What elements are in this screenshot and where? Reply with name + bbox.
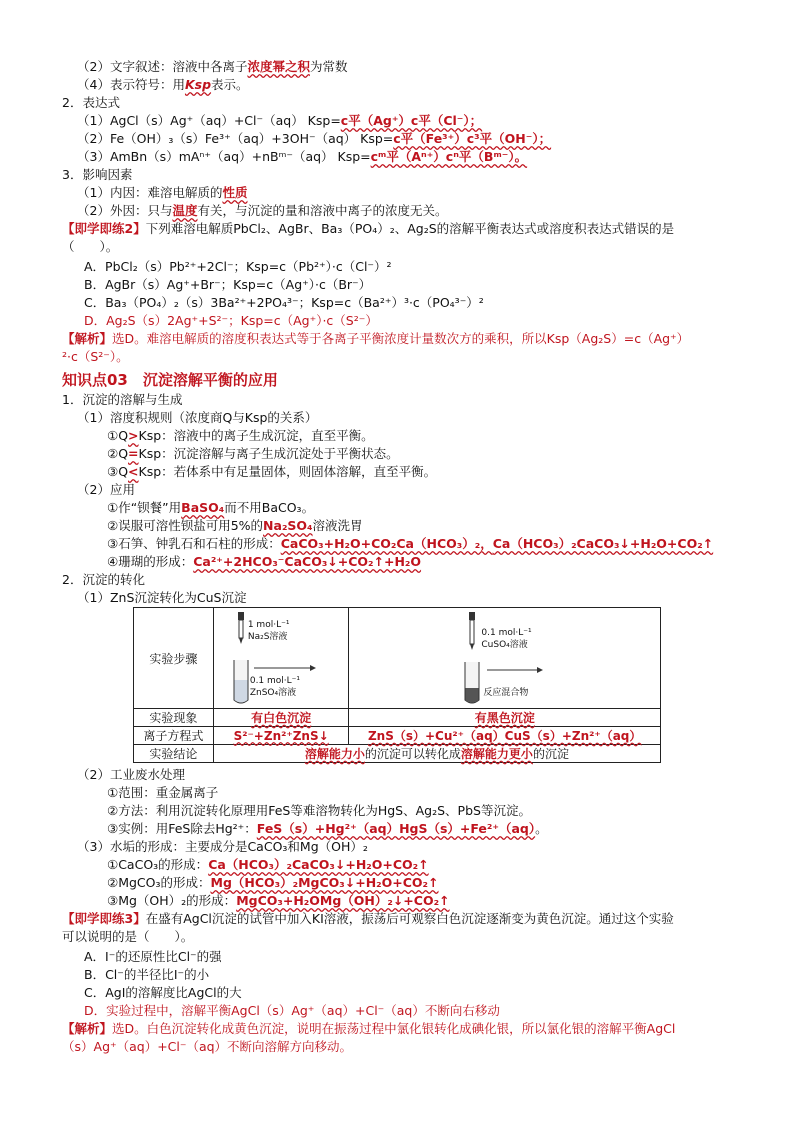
app-2: ②误服可溶性钡盐可用5%的Na₂SO₄溶液洗胃	[107, 518, 363, 533]
obs-right: 有黑色沉淀	[349, 709, 661, 727]
application-title: （2）应用	[77, 482, 135, 497]
factors-inner: （1）内因：难溶电解质的性质	[77, 185, 248, 200]
eq-left: S²⁻+Zn²⁺ZnS↓	[213, 727, 349, 745]
factors-title: 3．影响因素	[62, 167, 133, 182]
q3-answer-line1: 【解析】选D。白色沉淀转化成黄色沉淀，说明在振荡过程中氯化银转化成碘化银，所以氯化银的溶解平衡AgCl	[62, 1021, 676, 1036]
conclusion: 溶解能力小的沉淀可以转化成溶解能力更小的沉淀	[213, 745, 660, 763]
q3-option-c: C．AgI的溶解度比AgCl的大	[84, 985, 242, 1000]
ksp-text-description: （2）文字叙述：溶液中各离子浓度幂之积为常数	[77, 59, 348, 74]
q2-option-c: C．Ba₃（PO₄）₂（s）3Ba²⁺+2PO₄³⁻；Ksp=c（Ba²⁺）³·c（PO₄³⁻）²	[84, 295, 484, 310]
row-label-equation: 离子方程式	[134, 727, 214, 745]
obs-left: 有白色沉淀	[213, 709, 349, 727]
q2-stem: 【即学即练2】下列难溶电解质PbCl₂、AgBr、Ba₃（PO₄）₂、Ag₂S的溶解平衡表达式或溶度积表达式错误的是	[62, 221, 675, 236]
q2-option-b: B．AgBr（s）Ag⁺+Br⁻；Ksp=c（Ag⁺）·c（Br⁻）	[84, 277, 372, 292]
table-row	[134, 745, 661, 763]
q3-option-b: B．Cl⁻的半径比I⁻的小	[84, 967, 210, 982]
q3-option-a: A．I⁻的还原性比Cl⁻的强	[84, 949, 222, 964]
eq-right: ZnS（s）+Cu²⁺（aq）CuS（s）+Zn²⁺（aq）	[349, 727, 661, 745]
app-4: ④珊瑚的形成：Ca²⁺+2HCO₃⁻CaCO₃↓+CO₂↑+H₂O	[107, 554, 422, 569]
q3-stem-2: 可以说明的是（ ）。	[62, 929, 194, 944]
q2-option-a: A．PbCl₂（s）Pb²⁺+2Cl⁻；Ksp=c（Pb²⁺）·c（Cl⁻）²	[84, 259, 392, 274]
table-row	[134, 709, 661, 727]
q2-answer-line1: 【解析】选D。难溶电解质的溶度积表达式等于各离子平衡浓度计量数次方的乘积，所以Ksp（Ag₂S）=c（Ag⁺）	[62, 331, 690, 346]
waste-1: ①范围：重金属离子	[107, 785, 219, 800]
right-dropper-solution: CuSO₄溶液	[481, 640, 528, 650]
right-tube-label: 反应混合物	[483, 688, 529, 698]
scale-2: ②MgCO₃的形成：Mg（HCO₃）₂MgCO₃↓+H₂O+CO₂↑	[107, 875, 439, 890]
expr-row-2: （2）Fe（OH）₃（s）Fe³⁺（aq）+3OH⁻（aq） Ksp=c平（Fe³⁺）c³平（OH⁻）；	[77, 131, 552, 146]
table-row	[134, 727, 661, 745]
row-label-observation: 实验现象	[134, 709, 214, 727]
waste-3: ③实例：用FeS除去Hg²⁺：FeS（s）+Hg²⁺（aq）HgS（s）+Fe²⁺（aq）。	[107, 821, 548, 836]
row-label-conclusion: 实验结论	[134, 745, 214, 763]
left-tube-solution: ZnSO₄溶液	[249, 688, 297, 698]
ksp-symbol-line: （4）表示符号：用Ksp表示。	[77, 77, 249, 92]
q2-paren: （ ）。	[62, 239, 119, 254]
waste-title: （2）工业废水处理	[77, 767, 185, 782]
right-apparatus	[349, 608, 661, 709]
left-dropper-conc: 1 mol·L⁻¹	[247, 620, 290, 630]
table-row	[134, 608, 661, 709]
q3-option-d: D．实验过程中，溶解平衡AgCl（s）Ag⁺（aq）+Cl⁻（aq）不断向右移动	[84, 1003, 500, 1018]
left-dropper-solution: Na₂S溶液	[247, 632, 288, 642]
expr-title: 2．表达式	[62, 95, 120, 110]
right-dropper-conc: 0.1 mol·L⁻¹	[481, 628, 532, 638]
scale-1: ①CaCO₃的形成：Ca（HCO₃）₂CaCO₃↓+H₂O+CO₂↑	[107, 857, 429, 872]
q3-stem-1: 【即学即练3】在盛有AgCl沉淀的试管中加入KI溶液，振荡后可观察白色沉淀逐渐变为黄色沉淀。通过这个实验	[62, 911, 674, 926]
rule-1: ①Q>Ksp：溶液中的离子生成沉淀，直至平衡。	[107, 428, 374, 443]
factors-outer: （2）外因：只与温度有关，与沉淀的量和溶液中离子的浓度无关。	[77, 203, 448, 218]
q3-answer-line2: （s）Ag⁺（aq）+Cl⁻（aq）不断向溶解方向移动。	[62, 1039, 353, 1054]
experiment-table	[133, 607, 661, 763]
left-apparatus	[213, 608, 349, 709]
waste-2: ②方法：利用沉淀转化原理用FeS等难溶物转化为HgS、Ag₂S、PbS等沉淀。	[107, 803, 531, 818]
q2-option-d: D．Ag₂S（s）2Ag⁺+S²⁻；Ksp=c（Ag⁺）·c（S²⁻）	[84, 313, 378, 328]
app-1: ①作“钡餐”用BaSO₄而不用BaCO₃。	[107, 500, 315, 515]
q2-answer-line2: ²·c（S²⁻）。	[62, 349, 129, 364]
scale-3: ③Mg（OH）₂的形成：MgCO₃+H₂OMg（OH）₂↓+CO₂↑	[107, 893, 450, 908]
ksp-rule-title: （1）溶度积规则（浓度商Q与Ksp的关系）	[77, 410, 318, 425]
app-3: ③石笋、钟乳石和石柱的形成：CaCO₃+H₂O+CO₂Ca（HCO₃）₂，Ca（HCO₃）₂CaCO₃↓+H₂O+CO₂↑	[107, 536, 714, 551]
expr-row-3: （3）AmBn（s）mAⁿ⁺（aq）+nBᵐ⁻（aq） Ksp=cᵐ平（Aⁿ⁺）cⁿ平（Bᵐ⁻）。	[77, 149, 528, 164]
row-label-steps: 实验步骤	[134, 608, 214, 709]
rule-2: ②Q=Ksp：沉淀溶解与离子生成沉淀处于平衡状态。	[107, 446, 399, 461]
scale-title: （3）水垢的形成：主要成分是CaCO₃和Mg（OH）₂	[77, 839, 368, 854]
s1-title: 1．沉淀的溶解与生成	[62, 392, 183, 407]
zns-title: （1）ZnS沉淀转化为CuS沉淀	[77, 590, 247, 605]
section-heading: 知识点03 沉淀溶解平衡的应用	[62, 371, 278, 389]
expr-row-1: （1）AgCl（s）Ag⁺（aq）+Cl⁻（aq） Ksp=c平（Ag⁺）c平（Cl⁻）；	[77, 113, 483, 128]
left-tube-conc: 0.1 mol·L⁻¹	[249, 676, 301, 686]
s2-title: 2．沉淀的转化	[62, 572, 145, 587]
rule-3: ③Q<Ksp：若体系中有足量固体，则固体溶解，直至平衡。	[107, 464, 437, 479]
